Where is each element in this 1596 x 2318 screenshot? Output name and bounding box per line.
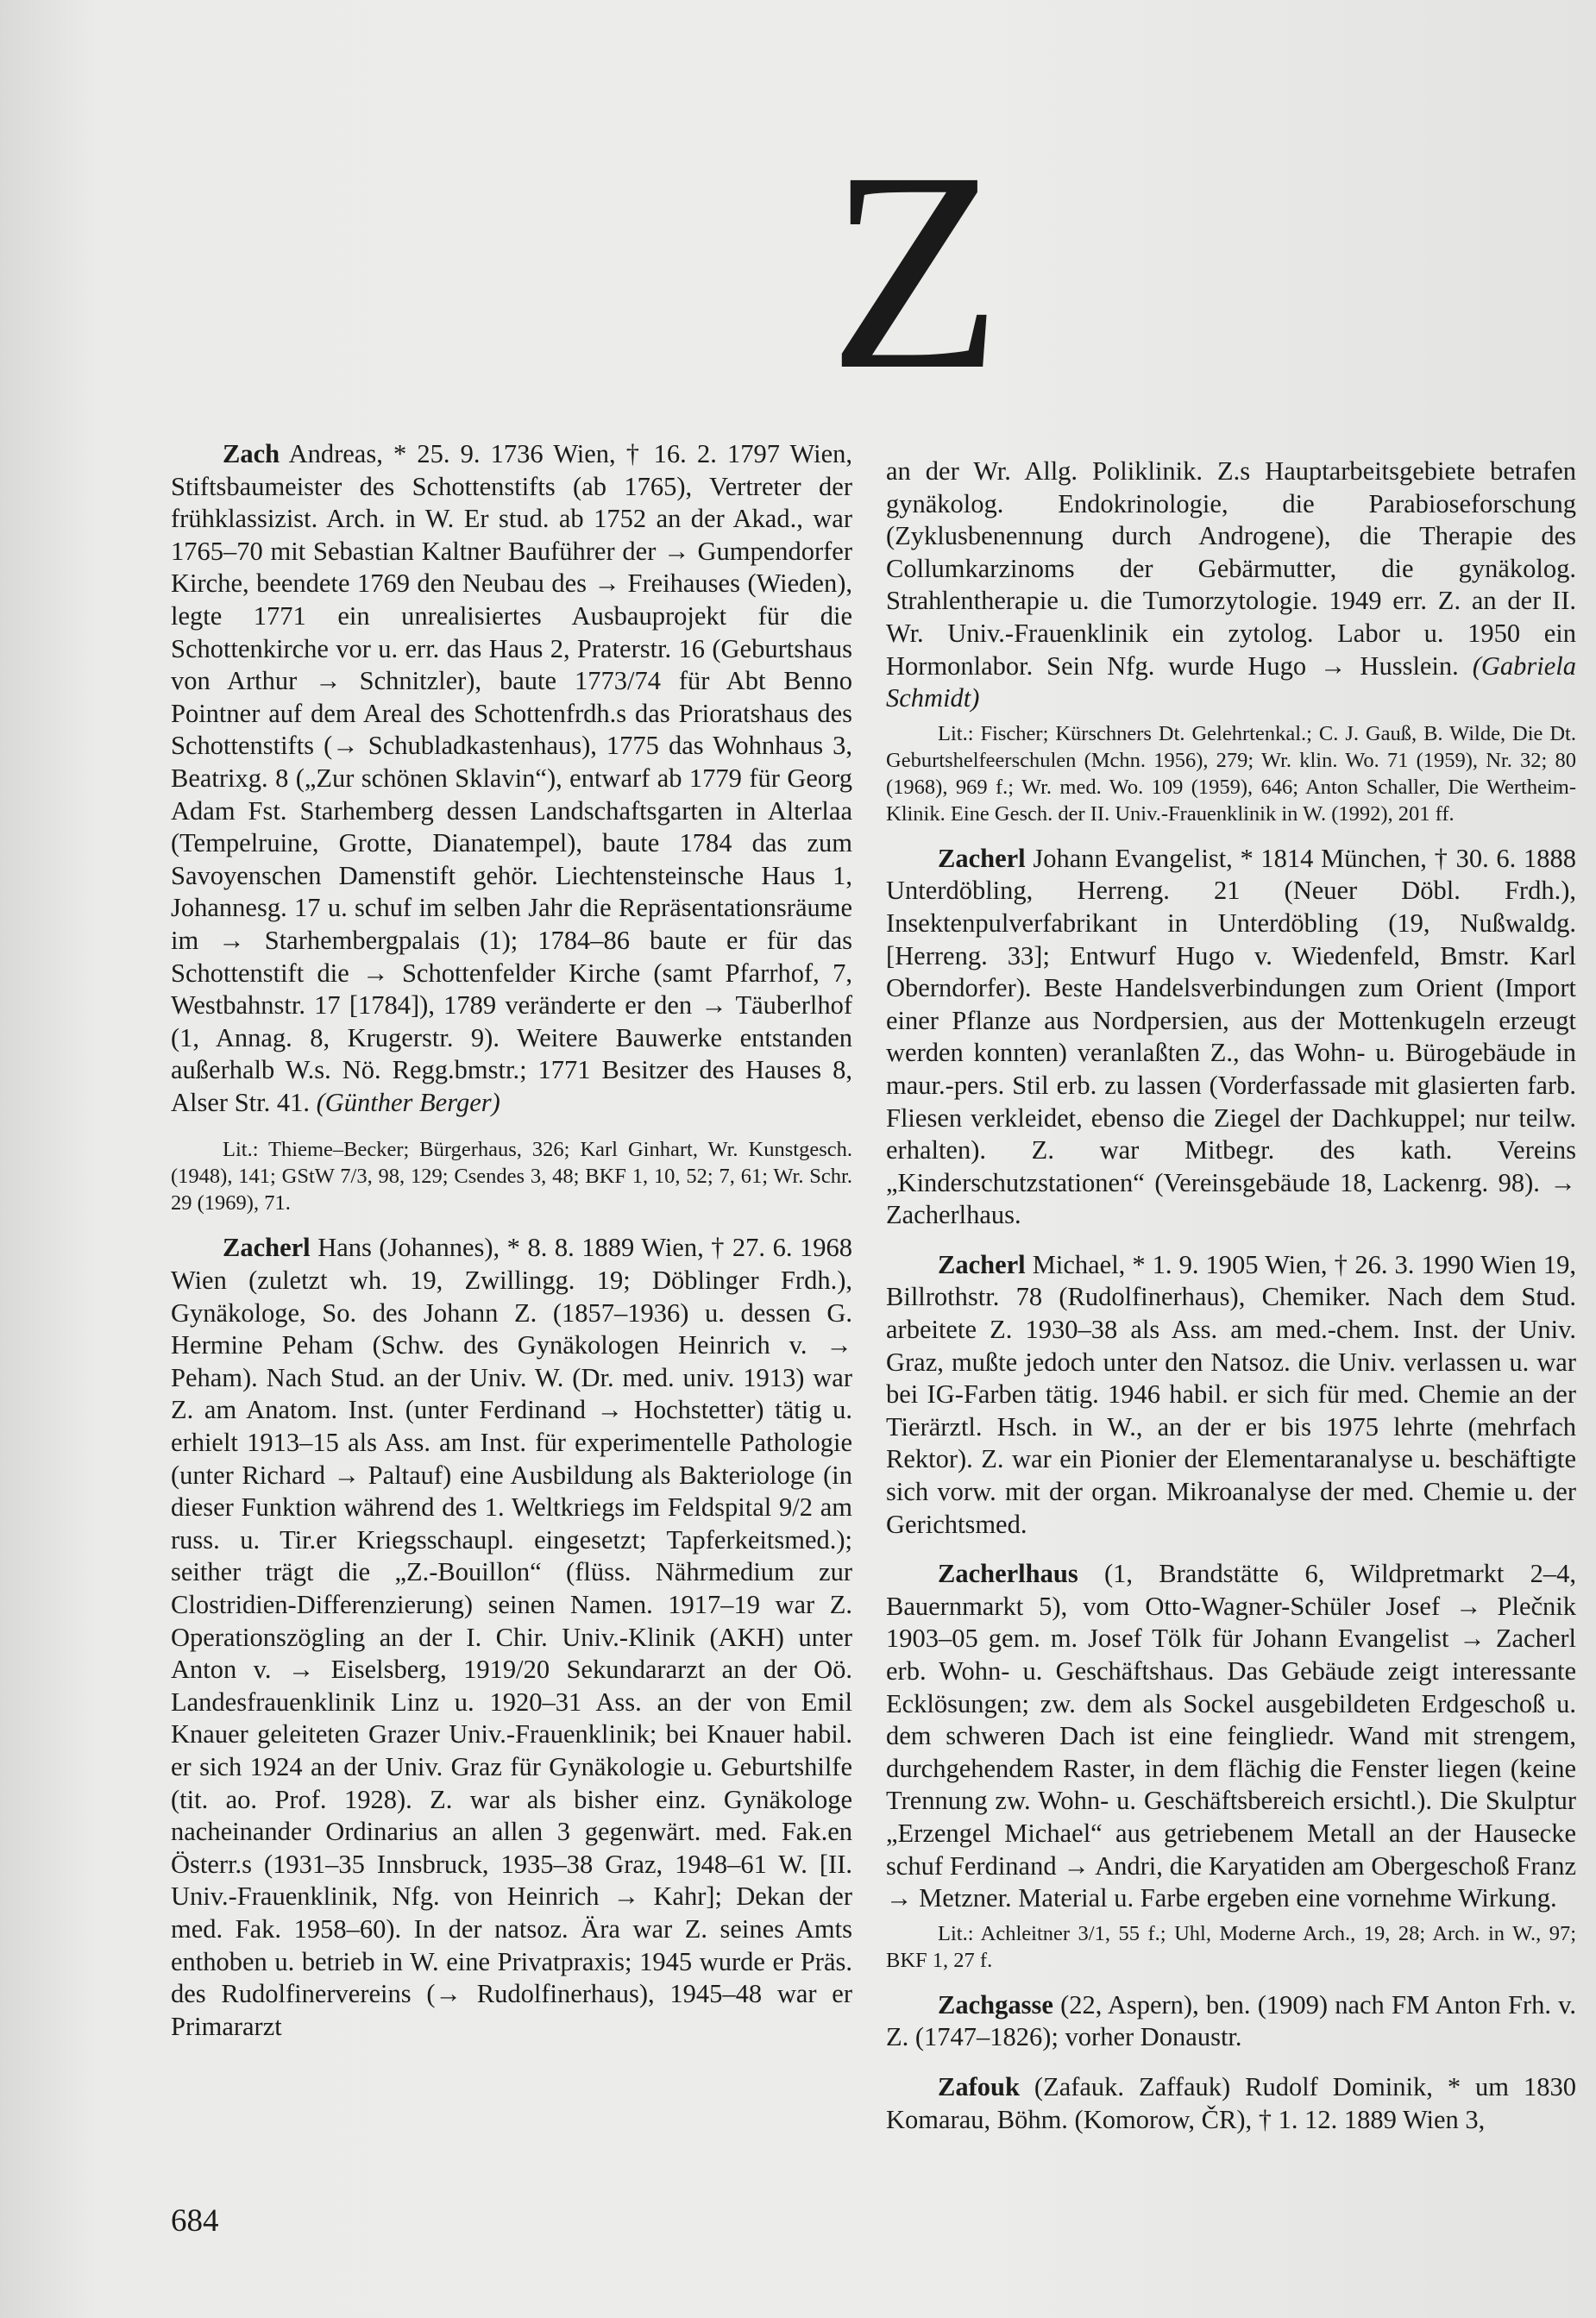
right-column <box>886 455 1576 2153</box>
entry-zach <box>171 438 852 1119</box>
entry-continuation <box>886 455 1576 715</box>
entry-author: (Gabriela Schmidt) <box>886 650 1577 713</box>
entry-author: (Günther Berger) <box>316 1087 500 1117</box>
entry-zafouk <box>886 2071 1576 2136</box>
entry-text: an der Wr. Allg. Poliklinik. Z.s Hauptarbeitsgebiete betrafen gynäkolog. Endokrinologie, die Parabioseforschung (Zyklusbenennung durch Androgene), die Therapie des Collumkarzinoms der Gebärmutter, die gynäkolog. Strahlentherapie u. die Tumorzytologie. 1949 err. Z. an der II. Wr. Univ.-Frauenklinik ein zytolog. Labor u. 1950 ein Hormonlabor. Sein Nfg. wurde Hugo → Husslein. <box>886 456 1576 681</box>
entry-zacherl-hans <box>171 1232 852 2043</box>
headword: Zachgasse <box>938 1989 1053 2020</box>
page-number: 684 <box>171 2203 219 2239</box>
headword: Zafouk <box>938 2071 1020 2101</box>
left-column <box>171 438 852 2060</box>
section-letter: Z <box>828 114 1002 429</box>
entry-text: Johann Evangelist, * 1814 München, † 30. 6. 1888 Unterdöbling, Herreng. 21 (Neuer Döbl. Frdh.), Insektenpulverfabrikant in Unterdöbling (19, Nußwaldg. [Herreng. 33]; Entwurf Hugo v. Wiedenfeld, Bmstr. Karl Oberndorfer). Beste Handelsverbindungen zum Orient (Import einer Pflanze aus Nordpersien, aus der Mottenkugeln erzeugt werden konnten) veranlaßten Z., das Wohn- u. Bürogebäude in maur.-pers. Stil erb. zu lassen (Vorderfassade mit glasierten farb. Fliesen verkleidet, ebenso die Ziegel der Dachkuppel; nur teilw. erhalten). Z. war Mitbegr. des kath. Vereins „Kinderschutzstationen“ (Vereinsgebäude 18, Lackenrg. 98). → Zacherlhaus. <box>886 843 1576 1230</box>
headword: Zacherl <box>938 843 1026 873</box>
headword: Zacherl <box>223 1233 311 1263</box>
literature-note: Lit.: Fischer; Kürschners Dt. Gelehrtenkal.; C. J. Gauß, B. Wilde, Die Dt. Geburtshelfeerschulen (Mchn. 1956), 279; Wr. klin. Wo. 71 (1959), Nr. 32; 80 (1968), 969 f.; Wr. med. Wo. 109 (1959), 646; Anton Schaller, Die Wertheim-Klinik. Eine Gesch. der II. Univ.-Frauenklinik in W. (1992), 201 ff. <box>886 721 1576 826</box>
entry-text: (1, Brandstätte 6, Wildpretmarkt 2–4, Bauernmarkt 5), vom Otto-Wagner-Schüler Josef → Plečnik 1903–05 gem. m. Josef Tölk für Johann Evangelist → Zacherl erb. Wohn- u. Geschäftshaus. Das Gebäude zeigt interessante Ecklösungen; zw. dem als Sockel ausgebildeten Erdgeschoß u. dem schweren Dach ist eine feingliedr. Wand mit strengem, durchgehendem Raster, in dem flächig die Fenster liegen (keine Trennung zw. Wohn- u. Geschäftsbereich ersichtl.). Die Skulptur „Erzengel Michael“ aus getriebenem Metall an der Hausecke schuf Ferdinand → Andri, die Karyatiden am Obergeschoß Franz → Metzner. Material u. Farbe ergeben eine vornehme Wirkung. <box>886 1559 1577 1913</box>
literature-note: Lit.: Thieme–Becker; Bürgerhaus, 326; Karl Ginhart, Wr. Kunstgesch. (1948), 141; GStW 7/3, 98, 129; Csendes 3, 48; BKF 1, 10, 52; 7, 61; Wr. Schr. 29 (1969), 71. <box>171 1138 852 1216</box>
headword: Zacherl <box>938 1249 1026 1279</box>
entry-text: Michael, * 1. 9. 1905 Wien, † 26. 3. 1990 Wien 19, Billrothstr. 78 (Rudolfinerhaus), Chemiker. Nach dem Stud. arbeitete Z. 1930–38 als Ass. am med.-chem. Inst. der Univ. Graz, mußte jedoch unter den Natsoz. die Univ. verlassen u. war bei IG-Farben tätig. 1946 habil. er sich für med. Chemie an der Tierärztl. Hsch. in W., an der er bis 1975 lehrte (mehrfach Rektor). Z. war ein Pionier der Elementaranalyse u. beschäftigte sich vorw. mit der organ. Mikroanalyse der med. Chemie u. der Gerichtsmed. <box>886 1249 1577 1539</box>
entry-zacherlhaus <box>886 1558 1576 1915</box>
entry-zachgasse <box>886 1989 1576 2054</box>
entry-zacherl-michael <box>886 1249 1576 1541</box>
entry-text: Andreas, * 25. 9. 1736 Wien, † 16. 2. 1797 Wien, Stiftsbaumeister des Schottenstifts (ab 1765), Vertreter der frühklassizist. Arch. in W. Er stud. ab 1752 an der Akad., war 1765–70 mit Sebastian Kaltner Bauführer der → Gumpendorfer Kirche, beendete 1769 den Neubau des → Freihauses (Wieden), legte 1771 ein unrealisiertes Ausbauprojekt für die Schottenkirche vor u. err. das Haus 2, Praterstr. 16 (Geburtshaus von Arthur → Schnitzler), baute 1773/74 für Abt Benno Pointner auf dem Areal des Schottenfrdh.s das Prioratshaus des Schottenstifts (→ Schubladkastenhaus), 1775 das Wohnhaus 3, Beatrixg. 8 („Zur schönen Sklavin“), entwarf ab 1779 für Georg Adam Fst. Starhemberg dessen Landschaftsgarten in Alterlaa (Tempelruine, Grotte, Dianatempel), baute 1784 das zum Savoyenschen Damenstift gehör. Liechtensteinsche Haus 1, Johannesg. 17 u. schuf im selben Jahr die Repräsentationsräume im → Starhembergpalais (1); 1784–86 baute er für das Schottenstift die → Schottenfelder Kirche (samt Pfarrhof, 7, Westbahnstr. 17 [1784]), 1789 veränderte er den → Täuberlhof (1, Annag. 8, Krugerstr. 9). Weitere Bauwerke entstanden außerhalb W.s. Nö. Regg.bmstr.; 1771 Besitzer des Hauses 8, Alser Str. 41. <box>171 439 852 1117</box>
entry-zacherl-johann <box>886 843 1576 1232</box>
entry-text: (22, Aspern), ben. (1909) nach FM Anton Frh. v. Z. (1747–1826); vorher Donaustr. <box>886 1989 1577 2052</box>
literature-note: Lit.: Achleitner 3/1, 55 f.; Uhl, Moderne Arch., 19, 28; Arch. in W., 97; BKF 1, 27 f. <box>886 1921 1576 1972</box>
entry-text: (Zafauk. Zaffauk) Rudolf Dominik, * um 1830 Komarau, Böhm. (Komorow, ČR), † 1. 12. 1889 Wien 3, <box>886 2071 1576 2134</box>
entry-text: Hans (Johannes), * 8. 8. 1889 Wien, † 27. 6. 1968 Wien (zuletzt wh. 19, Zwillingg. 19; Döblinger Frdh.), Gynäkologe, So. des Johann Z. (1857–1936) u. dessen G. Hermine Peham (Schw. des Gynäkologen Heinrich v. → Peham). Nach Stud. an der Univ. W. (Dr. med. univ. 1913) war Z. am Anatom. Inst. (unter Ferdinand → Hochstetter) tätig u. erhielt 1913–15 als Ass. am Inst. für experimentelle Pathologie (unter Richard → Paltauf) eine Ausbildung als Bakteriologe (in dieser Funktion während des 1. Weltkriegs im Feldspital 9/2 am russ. u. Tir.er Kriegsschaupl. eingesetzt; Tapferkeitsmed.); seither trägt die „Z.-Bouillon“ (flüss. Nährmedium zur Clostridien-Differenzierung) seinen Namen. 1917–19 war Z. Operationszögling an der I. Chir. Univ.-Klinik (AKH) unter Anton v. → Eiselsberg, 1919/20 Sekundararzt an der Oö. Landesfrauenklinik Linz u. 1920–31 Ass. an der von Emil Knauer geleiteten Grazer Univ.-Frauenklinik; bei Knauer habil. er sich 1924 an der Univ. Graz für Gynäkologie u. Geburtshilfe (tit. ao. Prof. 1928). Z. war als bisher einz. Gynäkologe nacheinander Ordinarius an allen 3 gegenwärt. med. Fak.en Österr.s (1931–35 Innsbruck, 1935–38 Graz, 1948–61 W. [II. Univ.-Frauenklinik, Nfg. von Heinrich → Kahr]; Dekan der med. Fak. 1958–60). In der natsoz. Ära war Z. seines Amts enthoben u. betrieb in W. eine Privatpraxis; 1945 wurde er Präs. des Rudolfinervereins (→ Rudolfinerhaus), 1945–48 war er Primararzt <box>171 1233 852 2041</box>
headword: Zach <box>223 439 280 468</box>
headword: Zacherlhaus <box>938 1559 1078 1589</box>
